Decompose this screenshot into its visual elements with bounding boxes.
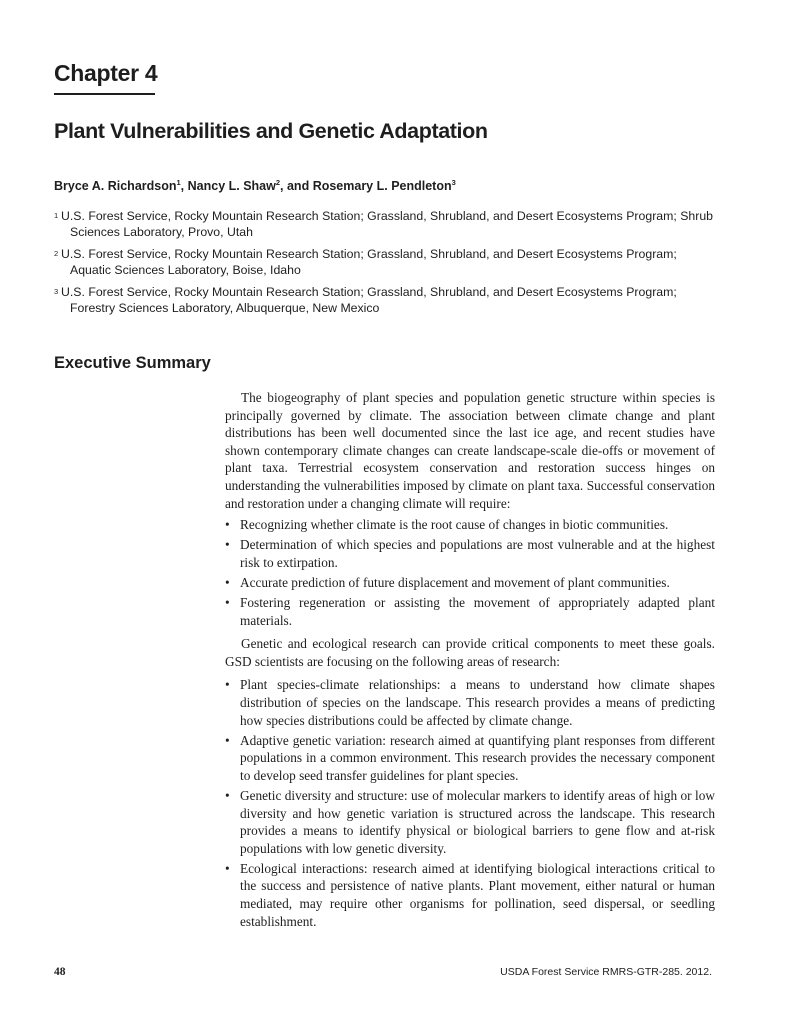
author-line: [54, 178, 456, 193]
affiliation-number: 1: [54, 211, 59, 220]
list-item-text: Adaptive genetic variation: research aimed at quantifying plant responses from different populations in a common environment. This research provides the necessary component to develop seed transfer guidelines for plant species.: [240, 732, 715, 783]
affiliation-text: U.S. Forest Service, Rocky Mountain Research Station; Grassland, Shrubland, and Desert Ecosystems Program;: [61, 285, 677, 299]
list-item-text: Plant species-climate relationships: a means to understand how climate shapes distribution of species on the landscape. This research provides a means of predicting how species distributions could be affected by climate change.: [240, 677, 715, 728]
bullet: •: [225, 537, 230, 553]
list-item-text: Ecological interactions: research aimed at identifying biological interactions critical to the success and persistence of native plants. Plant movement, either natural or human mediated, may require other organisms for pollination, seed dispersal, or seedling establishment.: [240, 860, 715, 929]
list-item-text: Accurate prediction of future displacement and movement of plant communities.: [240, 574, 670, 590]
list-item: [225, 594, 715, 629]
author-superscript: 2: [275, 178, 281, 187]
list-item: [225, 516, 715, 534]
list-item-text: Fostering regeneration or assisting the movement of appropriately adapted plant materials.: [240, 595, 715, 628]
bullet: •: [225, 677, 230, 693]
list-item: [225, 574, 715, 592]
affiliation-number: 2: [54, 249, 59, 258]
list-item: [225, 732, 715, 785]
bullet: •: [225, 787, 230, 803]
intro-paragraph: The biogeography of plant species and population genetic structure within species is principally governed by climate. The association between climate change and plant distributions has been well documented since the last ice age, and recent studies have shown contemporary climate changes can create landscape-scale die-offs or movement of plant taxa. Terrestrial ecosystem conservation and restoration success hinges on understanding the vulnerabilities imposed by climate on plant taxa. Successful conservation and restoration under a changing climate will require:: [225, 390, 715, 511]
bullet: •: [225, 860, 230, 876]
list-item-text: Determination of which species and populations are most vulnerable and at the highest risk to extirpation.: [240, 537, 715, 570]
affiliation-text: U.S. Forest Service, Rocky Mountain Research Station; Grassland, Shrubland, and Desert Ecosystems Program;: [61, 247, 677, 261]
list-item: [225, 676, 715, 729]
author-name: Bryce A. Richardson: [54, 179, 177, 194]
author-name: Rosemary L. Pendleton: [312, 179, 452, 194]
affiliation-1: [54, 209, 719, 240]
author-superscript: 3: [451, 178, 456, 187]
affiliation-text: Forestry Sciences Laboratory, Albuquerque, New Mexico: [70, 300, 380, 315]
bullet: •: [225, 574, 230, 590]
bullet: •: [225, 595, 230, 611]
section-heading: Executive Summary: [54, 354, 211, 372]
list-item-text: Genetic diversity and structure: use of molecular markers to identify areas of high or low diversity and how genetic variation is structured across the landscape. This research provides a means to identify physical or biological barriers to gene flow and at-risk populations with low genetic diversity.: [240, 787, 715, 856]
author-name: Nancy L. Shaw: [187, 179, 276, 194]
bullet: •: [225, 517, 230, 533]
second-paragraph: Genetic and ecological research can provide critical components to meet these goals. GSD scientists are focusing on the following areas of research:: [225, 636, 715, 669]
affiliation-text: Sciences Laboratory, Provo, Utah: [70, 224, 253, 239]
author-separator: , and: [280, 179, 313, 194]
chapter-underline: [54, 93, 155, 95]
list-item-text: Recognizing whether climate is the root cause of changes in biotic communities.: [240, 517, 669, 533]
affiliation-text: U.S. Forest Service, Rocky Mountain Research Station; Grassland, Shrubland, and Desert Ecosystems Program; Shrub: [61, 209, 714, 223]
list-item: [225, 787, 715, 857]
affiliation-3: [54, 285, 719, 316]
author-separator: ,: [180, 179, 188, 194]
affiliation-2: [54, 247, 719, 278]
footer-citation: USDA Forest Service RMRS-GTR-285. 2012.: [500, 966, 712, 978]
research-areas-list: [225, 676, 715, 930]
bullet: •: [225, 732, 230, 748]
author-superscript: 1: [176, 178, 181, 187]
page-number: 48: [54, 966, 66, 978]
chapter-label: Chapter 4: [54, 60, 158, 86]
affiliation-text: Aquatic Sciences Laboratory, Boise, Idaho: [70, 262, 301, 277]
summary-body: [225, 389, 715, 933]
page-title: Plant Vulnerabilities and Genetic Adaptation: [54, 119, 488, 143]
requirements-list: [225, 516, 715, 629]
affiliation-number: 3: [54, 287, 59, 296]
list-item: [225, 860, 715, 930]
list-item: [225, 536, 715, 571]
